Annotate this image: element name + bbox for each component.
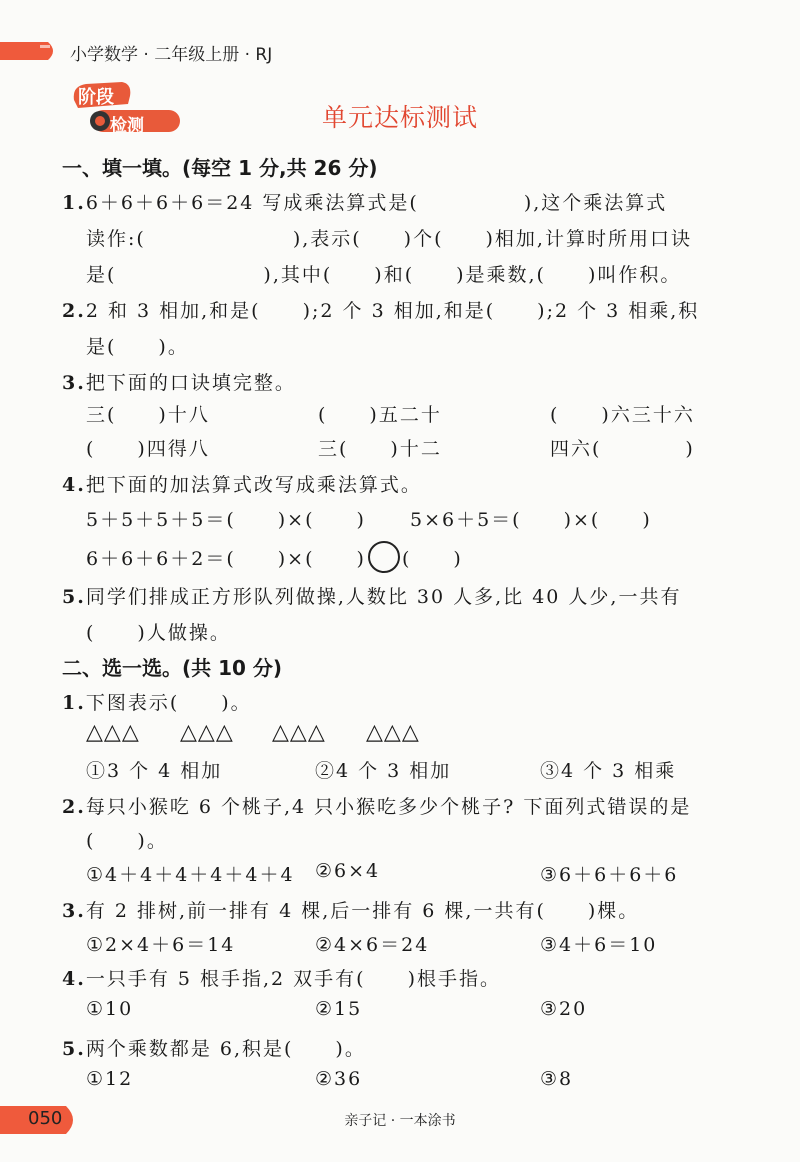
s1-q3-r1c2: ( )五二十 bbox=[318, 404, 442, 426]
s1-q3-r2c3: 四六( ) bbox=[550, 438, 695, 460]
s2-q4-number: 4. bbox=[62, 968, 86, 990]
triangle-group-3: △△△ bbox=[272, 720, 326, 745]
s2-q5-line bbox=[62, 1034, 366, 1061]
s1-q3-line bbox=[62, 368, 296, 395]
s1-q4-eq3-right: ( ) bbox=[401, 548, 463, 570]
s1-q3-r2c2: 三( )十二 bbox=[318, 438, 442, 460]
s1-q3-r1c1: 三( )十八 bbox=[86, 404, 210, 426]
badge-top-text: 阶段 bbox=[78, 87, 114, 108]
s2-q2-opt2: ②6×4 bbox=[315, 860, 381, 882]
s1-q4-number: 4. bbox=[62, 474, 86, 496]
s2-q2-line2: ( )。 bbox=[86, 830, 168, 852]
s2-q4-line bbox=[62, 964, 501, 991]
s1-q3-text: 把下面的口诀填完整。 bbox=[85, 372, 296, 394]
page-number: 050 bbox=[28, 1108, 63, 1129]
s2-q3-text: 有 2 排树,前一排有 4 棵,后一排有 6 棵,一共有( )棵。 bbox=[85, 900, 640, 922]
s1-q2-number: 2. bbox=[62, 300, 86, 322]
s1-q2-line1 bbox=[62, 296, 699, 323]
s1-q4-eq1: 5＋5＋5＋5＝( )×( ) bbox=[86, 509, 366, 531]
s1-q1-line3: 是( ),其中( )和( )是乘数,( )叫作积。 bbox=[86, 264, 682, 286]
s1-q4-eq3-left: 6＋6＋6＋2＝( )×( ) bbox=[86, 548, 366, 570]
triangle-group-4: △△△ bbox=[366, 720, 420, 745]
header-accent-bar bbox=[0, 40, 58, 62]
s2-q4-text: 一只手有 5 根手指,2 双手有( )根手指。 bbox=[85, 968, 502, 990]
s1-q1-line2: 读作:( ),表示( )个( )相加,计算时所用口诀 bbox=[86, 228, 692, 250]
s2-q5-number: 5. bbox=[62, 1038, 86, 1060]
s2-q1-opt3: ③4 个 3 相乘 bbox=[540, 760, 677, 782]
s2-q3-opt3: ③4＋6＝10 bbox=[540, 934, 658, 956]
s2-q2-opt1: ①4＋4＋4＋4＋4＋4 bbox=[86, 864, 295, 886]
s1-q2-line2: 是( )。 bbox=[86, 336, 189, 358]
s2-q3-line bbox=[62, 896, 639, 923]
s2-q5-opt3: ③8 bbox=[540, 1068, 574, 1090]
s1-q2-text1: 2 和 3 相加,和是( );2 个 3 相加,和是( );2 个 3 相乘,积 bbox=[85, 300, 700, 322]
s1-q4-text: 把下面的加法算式改写成乘法算式。 bbox=[85, 474, 422, 496]
s1-q5-line2: ( )人做操。 bbox=[86, 622, 231, 644]
s2-q5-text: 两个乘数都是 6,积是( )。 bbox=[85, 1038, 366, 1060]
s2-q4-opt1: ①10 bbox=[86, 998, 134, 1020]
s2-q1-opt1: ①3 个 4 相加 bbox=[86, 760, 223, 782]
badge-bottom-text: 检测 bbox=[110, 116, 144, 136]
s2-q2-text1: 每只小猴吃 6 个桃子,4 只小猴吃多少个桃子? 下面列式错误的是 bbox=[85, 796, 692, 818]
s2-q3-opt1: ①2×4＋6＝14 bbox=[86, 934, 236, 956]
s2-q1-line bbox=[62, 688, 252, 715]
s2-q5-opt2: ②36 bbox=[315, 1068, 363, 1090]
s1-q5-line1 bbox=[62, 582, 681, 609]
operator-blank-circle bbox=[368, 541, 400, 573]
s1-q3-r1c3: ( )六三十六 bbox=[550, 404, 695, 426]
s2-q3-number: 3. bbox=[62, 900, 86, 922]
s1-q4-eq2: 5×6＋5＝( )×( ) bbox=[410, 509, 652, 531]
footer-brand: 亲子记 · 一本涂书 bbox=[344, 1113, 456, 1129]
s2-q2-opt3: ③6＋6＋6＋6 bbox=[540, 864, 679, 886]
s2-q5-opt1: ①12 bbox=[86, 1068, 134, 1090]
s2-q1-text: 下图表示( )。 bbox=[85, 692, 252, 714]
s2-q1-number: 1. bbox=[62, 692, 86, 714]
s1-q1-number: 1. bbox=[62, 192, 86, 214]
s1-q4-line bbox=[62, 470, 422, 497]
section1-heading: 一、填一填。(每空 1 分,共 26 分) bbox=[62, 156, 378, 180]
book-title: 小学数学 · 二年级上册 · RJ bbox=[70, 45, 273, 65]
s2-q3-opt2: ②4×6＝24 bbox=[315, 934, 430, 956]
s1-q1-text1: 6＋6＋6＋6＝24 写成乘法算式是( ),这个乘法算式 bbox=[85, 192, 668, 214]
s1-q3-number: 3. bbox=[62, 372, 86, 394]
triangle-group-1: △△△ bbox=[86, 720, 140, 745]
s2-q1-opt2: ②4 个 3 相加 bbox=[315, 760, 452, 782]
s1-q5-number: 5. bbox=[62, 586, 86, 608]
triangle-group-2: △△△ bbox=[180, 720, 234, 745]
s2-q4-opt2: ②15 bbox=[315, 998, 363, 1020]
s1-q4-eq3 bbox=[86, 541, 463, 573]
section2-heading: 二、选一选。(共 10 分) bbox=[62, 656, 283, 680]
s1-q5-text1: 同学们排成正方形队列做操,人数比 30 人多,比 40 人少,一共有 bbox=[85, 586, 682, 608]
s1-q3-r2c1: ( )四得八 bbox=[86, 438, 210, 460]
page-title: 单元达标测试 bbox=[321, 103, 478, 132]
s2-q4-opt3: ③20 bbox=[540, 998, 588, 1020]
s2-q2-number: 2. bbox=[62, 796, 86, 818]
s1-q1-line1 bbox=[62, 188, 667, 215]
s2-q2-line1 bbox=[62, 792, 691, 819]
